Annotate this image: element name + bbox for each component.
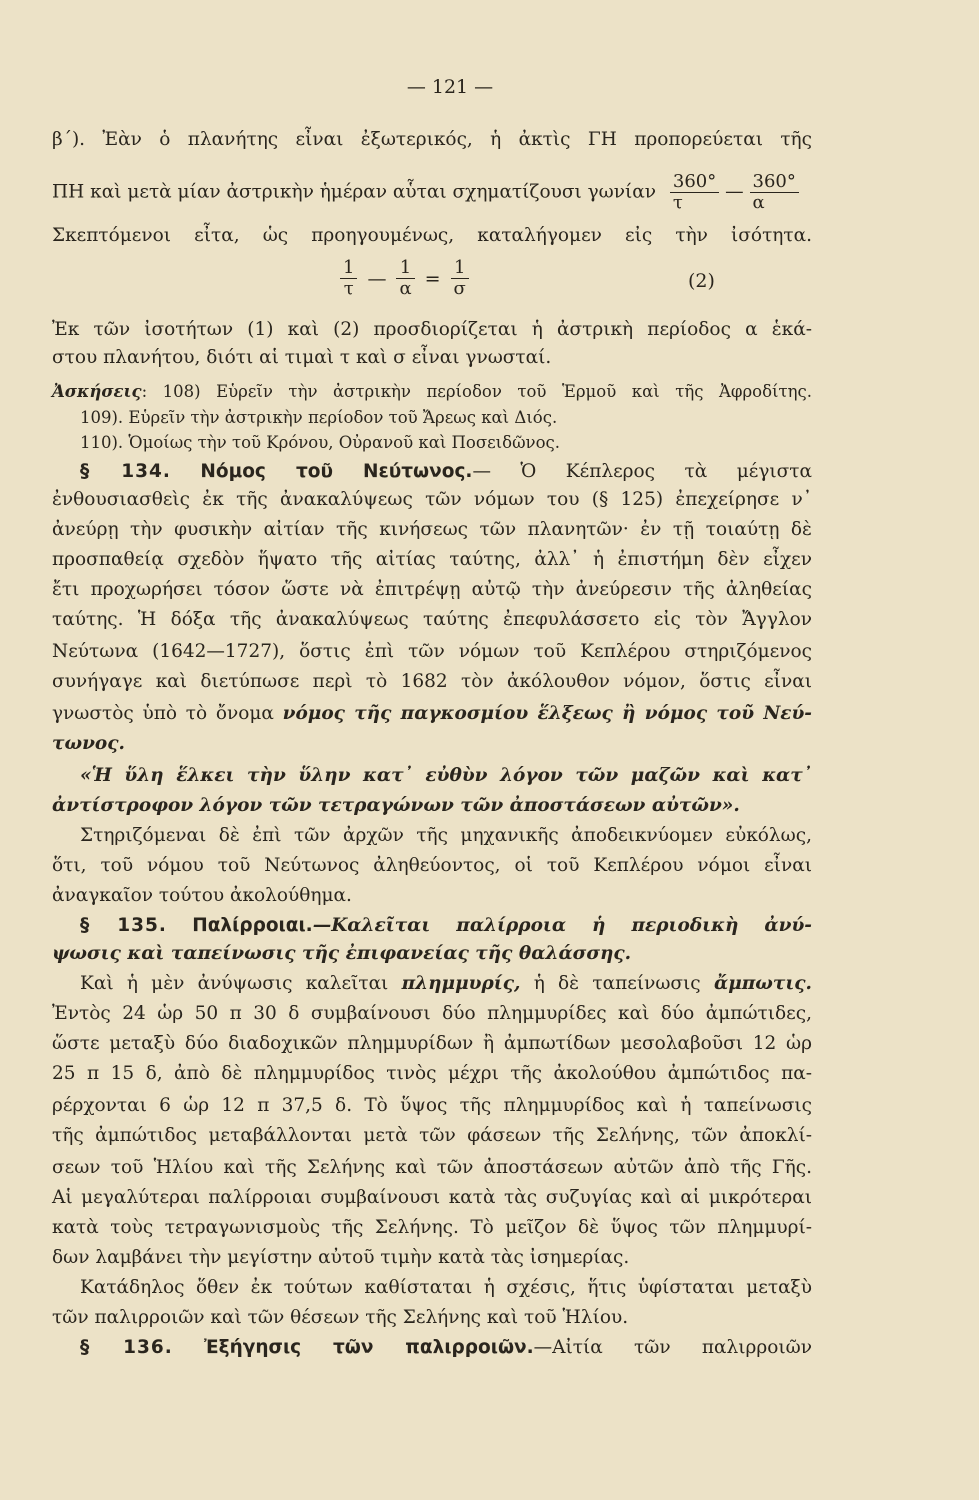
- text-span: —Αἰτία τῶν παλιρροιῶν: [533, 1337, 812, 1358]
- text-span: Καὶ ἡ μὲν ἀνύψωσις καλεῖται: [80, 973, 389, 994]
- text-line: ρέρχονται 6 ὡρ 12 π 37,5 δ. Τὸ ὕψος τῆς πλημμυρίδος καὶ ἡ ταπείνωσις: [52, 1095, 812, 1116]
- text-line: κατὰ τοὺς τετραγωνισμοὺς τῆς Σελήνης. Τὸ μεῖζον δὲ ὕψος τῶν πλημμυρί-: [52, 1217, 812, 1238]
- text-line: [52, 172, 812, 213]
- fraction: [670, 172, 719, 213]
- exercise-line: 110). Ὁμοίως τὴν τοῦ Κρόνου, Οὐρανοῦ καὶ Ποσειδῶνος.: [80, 433, 560, 452]
- term: πλημμυρίς,: [401, 973, 521, 994]
- section-heading-line: [80, 460, 812, 484]
- section-number: § 136.: [80, 1337, 173, 1358]
- equation-label: (2): [688, 270, 715, 292]
- equals-sign: =: [424, 267, 441, 290]
- fraction-numerator: 360°: [670, 172, 719, 193]
- section-number: § 134.: [80, 461, 171, 482]
- text-line: Ἐκ τῶν ἰσοτήτων (1) καὶ (2) προσδιορίζεται ἡ ἀστρικὴ περίοδος α ἑκά-: [52, 319, 812, 340]
- text-line: προσπαθείᾳ σχεδὸν ἥψατο τῆς αἰτίας ταύτης, ἀλλ᾽ ἡ ἐπιστήμη δὲν εἶχεν: [52, 549, 812, 570]
- text-line: τωνος.: [52, 733, 125, 754]
- fraction: [750, 172, 799, 213]
- fraction: [451, 258, 469, 299]
- text-line: ὥστε μεταξὺ δύο διαδοχικῶν πλημμυρίδων ἢ ἀμπωτίδων μεσολαβοῦσι 12 ὡρ: [52, 1033, 812, 1054]
- text-span: : 108) Εὑρεῖν τὴν ἀστρικὴν περίοδον τοῦ Ἑρμοῦ καὶ τῆς Ἀφροδίτης.: [141, 382, 812, 401]
- fraction: [396, 258, 414, 299]
- exercise-line: [52, 380, 812, 404]
- section-heading-line: [80, 914, 812, 938]
- text-line: δων λαμβάνει τὴν μεγίστην αὐτοῦ τιμὴν κατὰ τὰς ἰσημερίας.: [52, 1247, 630, 1268]
- fraction-denominator: α: [399, 278, 412, 299]
- text-span: ἡ δὲ ταπείνωσις: [533, 973, 701, 994]
- text-line: τῆς ἀμπώτιδος μεταβάλλονται μετὰ τῶν φάσεων τῆς Σελήνης, τῶν ἀποκλί-: [52, 1125, 812, 1146]
- page-number: — 121 —: [406, 76, 494, 98]
- section-title: Νόμος τοῦ Νεύτωνος.: [200, 461, 473, 482]
- text-line: Νεύτωνα (1642—1727), ὅστις ἐπὶ τῶν νόμων τοῦ Κεπλέρου στηριζόμενος: [52, 641, 812, 662]
- fraction-numerator: 1: [396, 258, 414, 279]
- text-line: ἀναγκαῖον τούτου ἀκολούθημα.: [52, 885, 352, 906]
- fraction: [340, 258, 357, 299]
- text-line: Κατάδηλος ὅθεν ἐκ τούτων καθίσταται ἡ σχέσις, ἥτις ὑφίσταται μεταξὺ: [80, 1277, 812, 1298]
- text-line: Σκεπτόμενοι εἶτα, ὡς προηγουμένως, καταλήγομεν εἰς τὴν ἰσότητα.: [52, 225, 812, 246]
- text-span: — Ὁ Κέπλερος τὰ μέγιστα: [472, 461, 812, 482]
- text-line: συνήγαγε καὶ διετύπωσε περὶ τὸ 1682 τὸν ἀκόλουθον νόμον, ὅστις εἶναι: [52, 671, 812, 692]
- text-line: τῶν παλιρροιῶν καὶ τῶν θέσεων τῆς Σελήνης καὶ τοῦ Ἡλίου.: [52, 1307, 629, 1328]
- section-heading-line: [80, 1336, 812, 1360]
- text-line: Αἱ μεγαλύτεραι παλίρροιαι συμβαίνουσι κατὰ τὰς συζυγίας καὶ αἱ μικρότεραι: [52, 1187, 812, 1208]
- fraction-denominator: τ: [672, 192, 683, 213]
- text-span: γνωστὸς ὑπὸ τὸ ὄνομα: [52, 703, 274, 724]
- definition-text: —Καλεῖται παλίρροια ἡ περιοδικὴ ἀνύ-: [312, 915, 812, 936]
- exercise-line: 109). Εὑρεῖν τὴν ἀστρικὴν περίοδον τοῦ Ἄρεως καὶ Διός.: [80, 408, 558, 427]
- text-line: β΄). Ἐὰν ὁ πλανήτης εἶναι ἐξωτερικός, ἡ ἀκτὶς ΓΗ προπορεύεται τῆς: [52, 129, 812, 150]
- text-line: 25 π 15 δ, ἀπὸ δὲ πλημμυρίδος τινὸς μέχρι τῆς ἀκολούθου ἀμπώτιδος πα-: [52, 1063, 812, 1084]
- definition-text: ψωσις καὶ ταπείνωσις τῆς ἐπιφανείας τῆς θαλάσσης.: [52, 943, 632, 964]
- text-line: σεων τοῦ Ἡλίου καὶ τῆς Σελήνης καὶ τῶν ἀποστάσεων αὐτῶν ἀπὸ τῆς Γῆς.: [52, 1157, 812, 1178]
- text-line: ἀνεύρῃ τὴν φυσικὴν αἰτίαν τῆς κινήσεως τῶν πλανητῶν· ἐν τῇ τοιαύτῃ δὲ: [52, 519, 812, 540]
- section-number: § 135.: [80, 915, 167, 936]
- law-name: νόμος τῆς παγκοσμίου ἕλξεως ἢ νόμος τοῦ Νεύ-: [282, 703, 812, 724]
- law-statement: «Ἡ ὕλη ἕλκει τὴν ὕλην κατ᾽ εὐθὺν λόγον τῶν μαζῶν καὶ κατ᾽: [80, 765, 812, 786]
- text-line: ἐνθουσιασθεὶς ἐκ τῆς ἀνακαλύψεως τῶν νόμων του (§ 125) ἐπεχείρησε ν᾽: [52, 489, 812, 510]
- law-statement: ἀντίστροφον λόγον τῶν τετραγώνων τῶν ἀποστάσεων αὐτῶν».: [52, 795, 740, 816]
- fraction-denominator: σ: [453, 278, 466, 299]
- text-line: [80, 972, 812, 996]
- section-title: Ἐξήγησις τῶν παλιρροιῶν.: [204, 1337, 534, 1358]
- exercise-label: Ἀσκήσεις: [52, 382, 142, 401]
- text-line: [52, 702, 812, 726]
- text-line: Στηριζόμεναι δὲ ἐπὶ τῶν ἀρχῶν τῆς μηχανικῆς ἀποδεικνύομεν εὐκόλως,: [80, 825, 812, 846]
- equation: [340, 257, 715, 299]
- text-line: Ἐντὸς 24 ὡρ 50 π 30 δ συμβαίνουσι δύο πλημμυρίδες καὶ δύο ἀμπώτιδες,: [52, 1003, 812, 1024]
- text-line: ὅτι, τοῦ νόμου τοῦ Νεύτωνος ἀληθεύοντος, οἱ τοῦ Κεπλέρου νόμοι εἶναι: [52, 855, 812, 876]
- fraction-numerator: 360°: [750, 172, 799, 193]
- minus-sign: —: [725, 181, 744, 203]
- fraction-numerator: 1: [451, 258, 469, 279]
- section-title: Παλίρροιαι.: [192, 915, 313, 936]
- text-line: ταύτης. Ἡ δόξα τῆς ἀνακαλύψεως ταύτης ἐπεφυλάσσετο εἰς τὸν Ἄγγλον: [52, 609, 812, 630]
- text-span: ΠΗ καὶ μετὰ μίαν ἀστρικὴν ἡμέραν αὗται σχηματίζουσι γωνίαν: [52, 181, 656, 203]
- text-line: στου πλανήτου, διότι αἱ τιμαὶ τ καὶ σ εἶναι γνωσταί.: [52, 347, 552, 368]
- fraction-denominator: α: [752, 192, 765, 213]
- minus-sign: —: [367, 267, 387, 290]
- fraction-numerator: 1: [340, 258, 357, 279]
- fraction-denominator: τ: [343, 278, 354, 299]
- text-line: ἔτι προχωρήσει τόσον ὥστε νὰ ἐπιτρέψῃ αὐτῷ τὴν ἀνεύρεσιν τῆς ἀληθείας: [52, 579, 812, 600]
- term: ἄμπωτις.: [713, 973, 812, 994]
